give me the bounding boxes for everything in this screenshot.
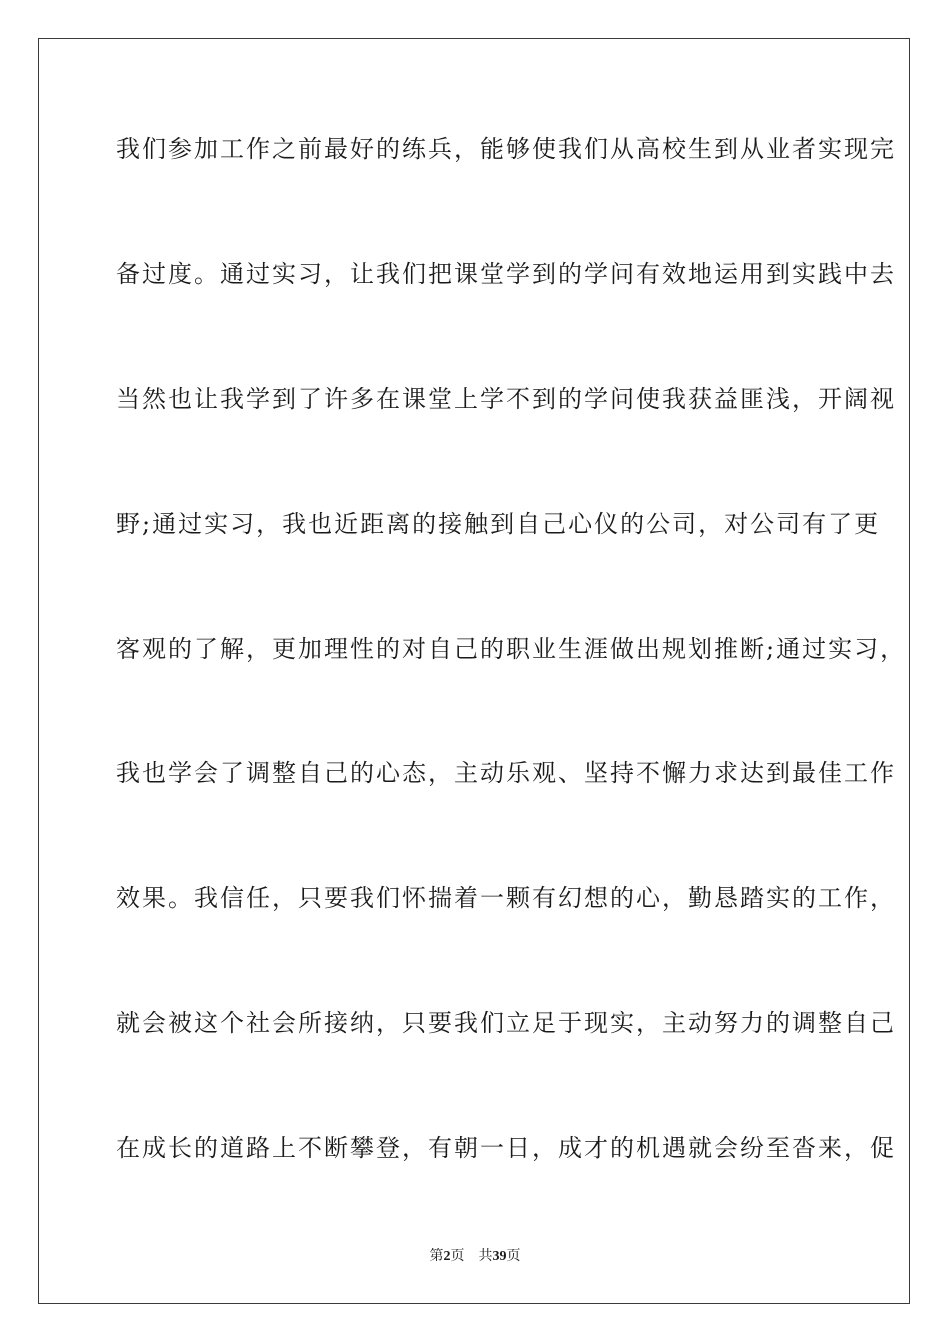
page-suffix: 页 [450,1248,465,1264]
total-pages: 39 [492,1249,507,1264]
text-line: 备过度。通过实习，让我们把课堂学到的学问有效地运用到实践中去 [116,260,896,288]
text-line: 在成长的道路上不断攀登，有朝一日，成才的机遇就会纷至沓来，促 [116,1134,896,1162]
text-line: 客观的了解，更加理性的对自己的职业生涯做出规划推断;通过实习， [116,635,907,663]
text-line: 效果。我信任，只要我们怀揣着一颗有幻想的心，勤恳踏实的工作， [116,884,896,912]
page-prefix: 第 [429,1248,444,1264]
text-line: 我们参加工作之前最好的练兵，能够使我们从高校生到从业者实现完 [116,135,896,163]
text-line: 就会被这个社会所接纳，只要我们立足于现实，主动努力的调整自己 [116,1009,896,1037]
page-border [38,38,910,1304]
page-number: 2 [443,1249,451,1264]
total-prefix: 共 [478,1248,493,1264]
total-suffix: 页 [506,1248,521,1264]
text-line: 当然也让我学到了许多在课堂上学不到的学问使我获益匪浅，开阔视 [116,385,896,413]
text-line: 野;通过实习，我也近距离的接触到自己心仪的公司，对公司有了更 [116,510,881,538]
text-line: 我也学会了调整自己的心态，主动乐观、坚持不懈力求达到最佳工作 [116,759,896,787]
page-footer [0,1246,950,1267]
